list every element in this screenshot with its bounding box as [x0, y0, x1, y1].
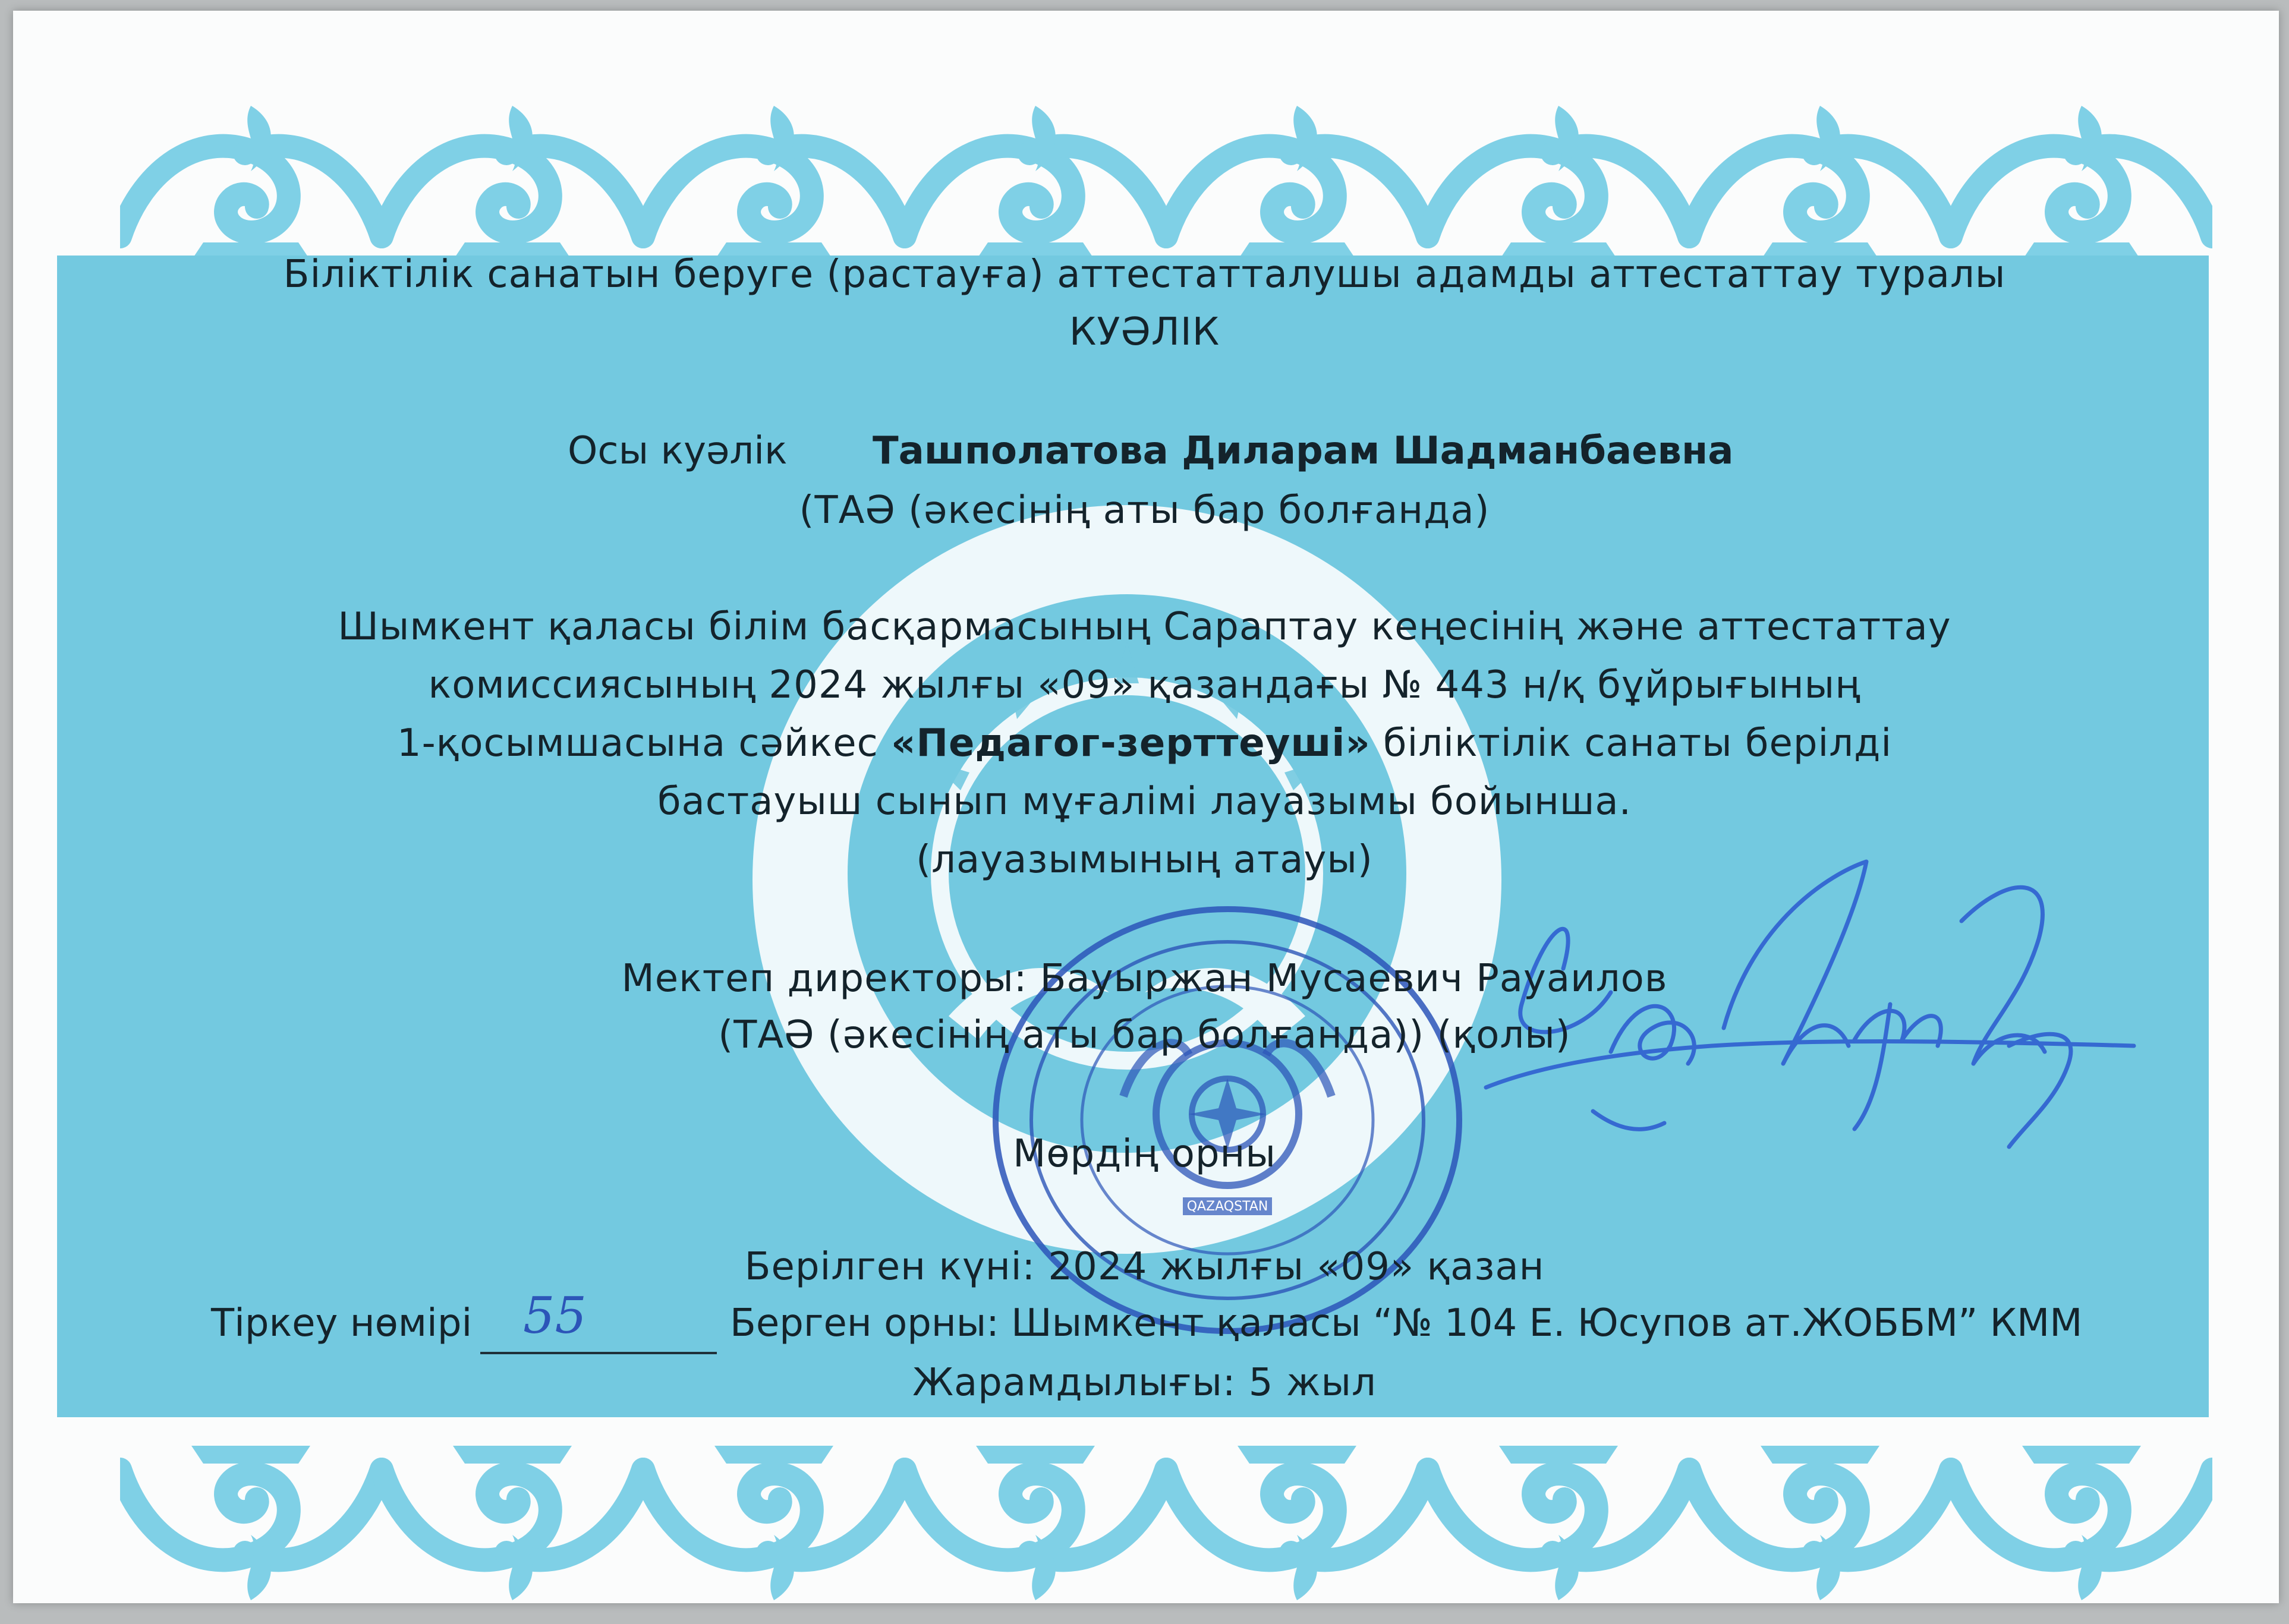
issued-by: Берген орны: Шымкент қаласы “№ 104 Е. Юсупов ат.ЖОББМ” КММ	[730, 1301, 2083, 1345]
registration-label: Тіркеу нөмірі	[211, 1301, 473, 1345]
position-caption: (лауазымының атауы)	[916, 838, 1373, 882]
body-line-3-prefix: 1-қосымшасына сәйкес	[396, 721, 879, 765]
recipient-name: Ташполатова Диларам Шадманбаевна	[873, 429, 1734, 473]
body-line-4: бастауыш сынып мұғалімі лауазымы бойынша.	[657, 780, 1632, 824]
validity: Жарамдылығы: 5 жыл	[912, 1361, 1377, 1405]
body-line-2: комиссиясының 2024 жылғы «09» қазандағы № 443 н/қ бұйрығының	[428, 663, 1861, 707]
issued-date: Берілген күні: 2024 жылғы «09» қазан	[744, 1245, 1545, 1289]
registration-number: 55	[523, 1286, 587, 1345]
recipient-caption: (ТАӘ (әкесінің аты бар болғанда)	[799, 488, 1490, 532]
body-line-3-suffix: біліктілік санаты берілді	[1383, 721, 1893, 765]
qualification-category: «Педагог-зерттеуші»	[891, 721, 1371, 765]
body-line-3	[0, 721, 2289, 765]
certificate-title: КУӘЛІК	[1069, 310, 1220, 354]
director-line: Мектеп директоры: Бауыржан Мусаевич Рауаилов	[621, 957, 1668, 1001]
stamp-place-label: Мөрдің орны	[1013, 1132, 1276, 1176]
stamp-emblem-text: QAZAQSTAN	[1186, 1199, 1268, 1214]
director-caption: (ТАӘ (әкесінің аты бар болғанда)) (қолы)	[718, 1013, 1571, 1057]
body-line-1: Шымкент қаласы білім басқармасының Сараптау кеңесінің және аттестаттау	[338, 605, 1951, 649]
header-line: Біліктілік санатын беруге (растауға) аттестатталушы адамды аттестаттау туралы	[283, 253, 2006, 297]
registration-underline	[480, 1352, 717, 1354]
recipient-prefix: Осы куәлік	[568, 429, 788, 473]
